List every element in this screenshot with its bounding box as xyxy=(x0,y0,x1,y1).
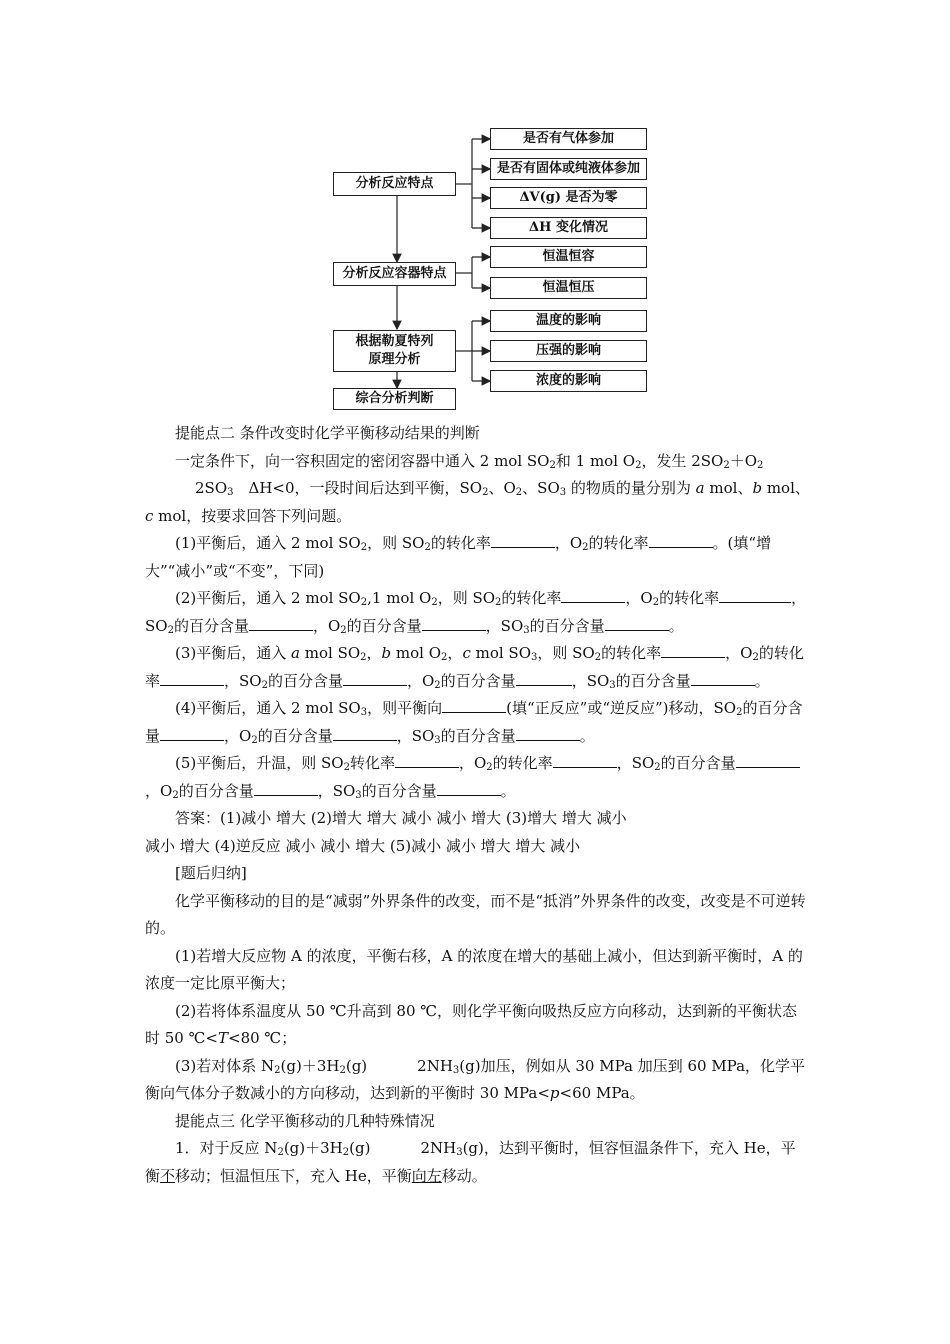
flow-branch-delta-h: ΔH 变化情况 xyxy=(490,217,647,239)
summary-point-3: (3)若对体系 $N_2(g)+3H_2(g)$ $2NH_3(g)$加压，例如从 30 MPa 加压到 60 MPa，化学平衡向气体分子数减小的方向移动，达到新的平衡时 30 MPa<p<60 MPa。 xyxy=(145,1056,806,1102)
document-body xyxy=(145,420,810,1190)
flow-branch-pressure: 压强的影响 xyxy=(490,340,647,362)
flow-branch-gas: 是否有气体参加 xyxy=(490,128,647,150)
question-1: (1)平衡后，通入 2 mol $SO_2$，则 $SO_2$的转化率 ，$O_2$的转化率 。(填“增大”“减小”或“不变”，下同) xyxy=(145,534,772,580)
flow-step-analyze-reaction: 分析反应特点 xyxy=(333,172,456,196)
section-3-title: 提能点三 化学平衡移动的几种特殊情况 xyxy=(175,1111,435,1130)
flow-branch-solid-liquid: 是否有固体或纯液体参加 xyxy=(490,158,647,180)
flow-branch-temperature: 温度的影响 xyxy=(490,310,647,332)
answer-line-cont: 减小 增大 (4)逆反应 减小 减小 增大 (5)减小 减小 增大 增大 减小 xyxy=(145,836,581,855)
flowchart-connectors xyxy=(0,0,950,420)
flow-step-le-chatelier-line1: 根据勒夏特列 xyxy=(355,334,434,349)
flow-step-comprehensive: 综合分析判断 xyxy=(333,388,456,410)
special-case-1: 1．对于反应 $N_2(g)+3H_2(g)$ $2NH_3(g)$，达到平衡时，恒容恒温条件下，充入 He，平衡不移动；恒温恒压下，充入 He，平衡向左移动。 xyxy=(145,1139,796,1185)
section-2-title: 提能点二 条件改变时化学平衡移动结果的判断 xyxy=(175,424,480,442)
flow-step-le-chatelier xyxy=(333,330,456,372)
summary-title: [题后归纳] xyxy=(175,864,247,882)
flow-branch-delta-v: ΔV(g) 是否为零 xyxy=(490,187,647,209)
summary-point-1: (1)若增大反应物 A 的浓度，平衡右移，A 的浓度在增大的基础上减小，但达到新平衡时，A 的浓度一定比原平衡大； xyxy=(145,946,803,992)
flow-branch-constant-pressure: 恒温恒压 xyxy=(490,277,647,299)
flow-step-le-chatelier-line2: 原理分析 xyxy=(368,352,421,367)
question-2: (2)平衡后，通入 2 mol $SO_2,1$ mol $O_2$，则 $SO_2$的转化率 ，$O_2$的转化率 ，$SO_2$的百分含量 ，$O_2$的百分含量 ，$SO_3$的百分含量 。 xyxy=(145,589,807,636)
flow-branch-constant-volume: 恒温恒容 xyxy=(490,246,647,268)
summary-text: 化学平衡移动的目的是“减弱”外界条件的改变，而不是“抵消”外界条件的改变，改变是不可逆转的。 xyxy=(145,891,806,937)
summary-point-2: (2)若将体系温度从 50 ℃升高到 80 ℃，则化学平衡向吸热反应方向移动，达到新的平衡状态时 50 ℃<T<80 ℃； xyxy=(145,1001,798,1047)
answer-line: 答案：(1)减小 增大 (2)增大 增大 减小 减小 增大 (3)增大 增大 减小 xyxy=(175,809,627,827)
question-3: (3)平衡后，通入 a mol $SO_2$，b mol $O_2$，c mol $SO_3$，则 $SO_2$的转化率 ，$O_2$的转化率 ，$SO_2$的百分含量 ，$O_2$的百分含量 ，$SO_3$的百分含量 。 xyxy=(145,644,804,691)
question-4: (4)平衡后，通入 2 mol $SO_3$，则平衡向 (填“正反应”或“逆反应”)移动，$SO_2$的百分含量 ，$O_2$的百分含量 ，$SO_3$的百分含量 。 xyxy=(145,699,803,746)
problem-stem: 一定条件下，向一容积固定的密闭容器中通入 2 mol $SO_2$和 1 mol $O_2$，发生 $2SO_2+O_22SO_3$ ΔH<0，一段时间后达到平衡，$SO_2$、$O_2$、$SO_3$ 的物质的量分别为 a mol、b mol、c mol，按要求回答下列问题。 xyxy=(145,451,810,525)
flow-branch-concentration: 浓度的影响 xyxy=(490,370,647,392)
flow-step-analyze-container: 分析反应容器特点 xyxy=(333,262,456,286)
question-5: (5)平衡后，升温，则 $SO_2$转化率 ，$O_2$的转化率 ，$SO_2$的百分含量，$O_2$的百分含量 ，$SO_3$的百分含量 。 xyxy=(145,750,810,805)
